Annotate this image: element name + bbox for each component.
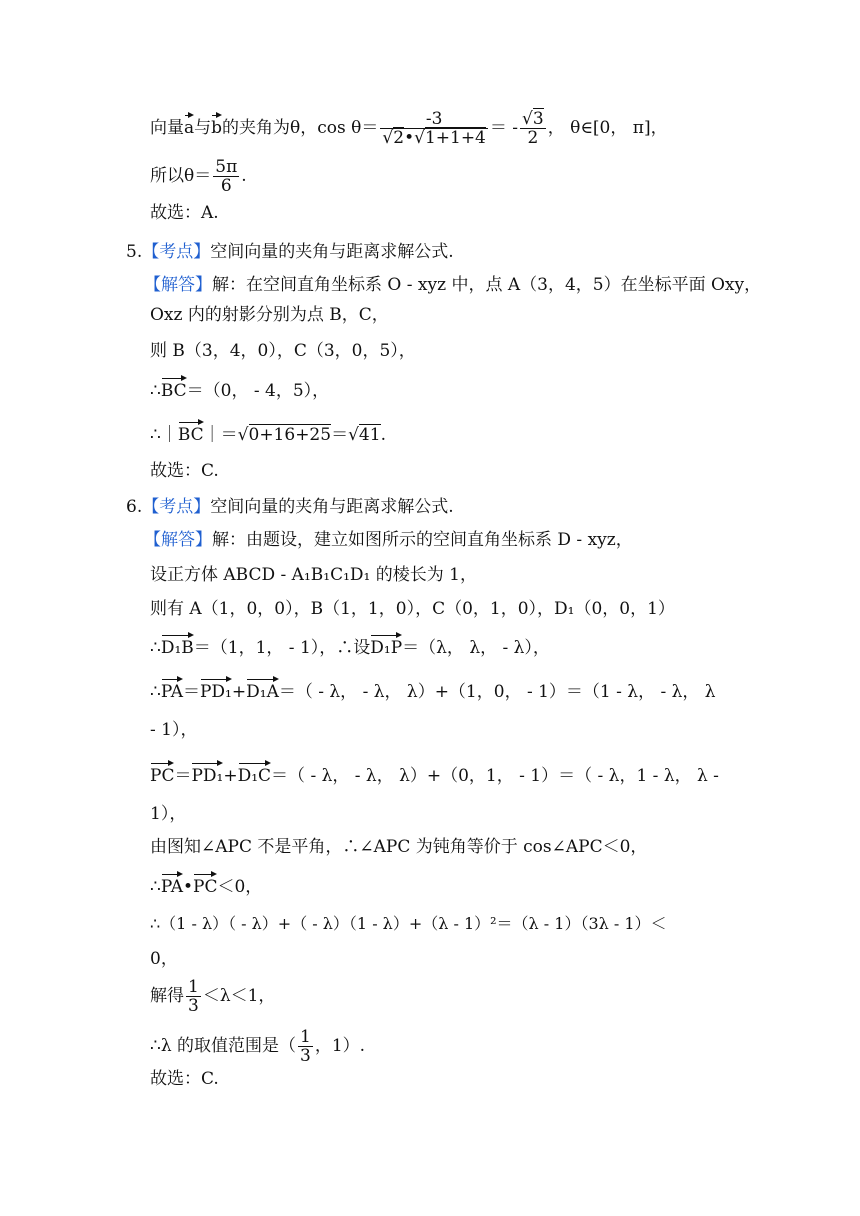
- text: ∴｜: [150, 425, 178, 445]
- radicand: 3: [532, 109, 544, 129]
- q6-expand-line-wrap: 0，: [150, 949, 178, 969]
- text: ＝: [182, 682, 200, 702]
- q5-bc-line: [150, 376, 329, 402]
- topic: 空间向量的夹角与距离求解公式.: [210, 242, 454, 262]
- text: 与: [194, 118, 212, 138]
- q6-range-line: [150, 1028, 365, 1065]
- dot-operator: •: [182, 877, 194, 897]
- text: +: [223, 766, 238, 786]
- q4-answer: 故选：A.: [150, 203, 219, 223]
- sqrt: [238, 424, 331, 446]
- topic: 空间向量的夹角与距离求解公式.: [210, 497, 454, 517]
- text: ＜λ＜1，: [202, 986, 276, 1006]
- text: ＜0，: [217, 877, 263, 897]
- q6-angle-line: 由图知∠APC 不是平角，∴∠APC 为钝角等价于 cos∠APC＜0，: [150, 837, 648, 857]
- text: ＝ -: [489, 118, 519, 138]
- vector-label: PA: [160, 877, 183, 897]
- sqrt: [348, 424, 380, 446]
- radicand: 41: [358, 425, 381, 445]
- vector-a-label: a: [184, 118, 195, 138]
- q6-answer: 故选：C.: [150, 1069, 219, 1089]
- vector-bc: [161, 376, 187, 400]
- q5-solution-line3: 则 B（3，4，0），C（3，0，5），: [150, 341, 416, 361]
- vector-pc: [193, 872, 217, 896]
- q6-solution-line1: [144, 529, 633, 551]
- q4-theta-line: [150, 158, 247, 195]
- q5-answer: 故选：C.: [150, 461, 219, 481]
- vector-label: PC: [193, 877, 218, 897]
- vector-d1a: [246, 677, 279, 701]
- vector-label: PC: [150, 766, 175, 786]
- vector-label: PA: [160, 682, 183, 702]
- sqrt: [522, 110, 544, 128]
- text: 解得: [150, 986, 184, 1006]
- therefore: ∴: [150, 877, 161, 897]
- q6-pc-line-wrap: 1），: [150, 804, 187, 824]
- cos-fraction: [380, 110, 487, 147]
- sqrt: [382, 129, 404, 147]
- vector-pc: [150, 761, 174, 785]
- vector-label: BC: [160, 381, 187, 401]
- sqrt3-over-2: [520, 110, 546, 147]
- text: 解：在空间直角坐标系 O - xyz 中，点 A（3，4，5）在坐标平面 Oxy，: [212, 275, 762, 295]
- jieda-tag: 【解答】: [144, 275, 212, 295]
- text: 向量: [150, 118, 184, 138]
- text: ＝（0， - 4，5），: [186, 381, 330, 401]
- vector-d1c: [238, 761, 271, 785]
- denominator: √ 2•√ 1+1+4: [380, 129, 487, 147]
- q6-solution-line2: 设正方体 ABCD - A₁B₁C₁D₁ 的棱长为 1，: [150, 565, 477, 585]
- therefore: ∴: [150, 682, 161, 702]
- radicand: 1+1+4: [424, 128, 486, 148]
- denominator: 3: [300, 1046, 311, 1066]
- sqrt: [414, 129, 486, 147]
- text: ∴λ 的取值范围是（: [150, 1036, 296, 1056]
- q6-solution-line3: 则有 A（1，0，0），B（1，1，0），C（0，1，0），D₁（0，0，1）: [150, 599, 675, 619]
- text: 所以θ＝: [150, 166, 212, 186]
- text: 解：由题设，建立如图所示的空间直角坐标系 D - xyz，: [212, 530, 633, 550]
- vector-label: PD₁: [199, 682, 232, 702]
- text: ， θ∈[0， π]，: [547, 118, 668, 138]
- vector-label: D₁B: [160, 638, 194, 658]
- vector-bc: [178, 420, 204, 444]
- text: ＝: [174, 766, 192, 786]
- q6-pa-line-wrap: - 1），: [150, 720, 198, 740]
- text: ＝（ - λ， - λ， λ）+（0，1， - 1）＝（ - λ，1 - λ， λ -: [271, 766, 719, 786]
- vector-d1b: [161, 633, 194, 657]
- text: ，1）.: [314, 1036, 366, 1056]
- vector-pa: [161, 677, 183, 701]
- vector-pd1: [200, 677, 232, 701]
- q6-pa-line: [150, 677, 716, 703]
- text: ｜＝: [203, 425, 238, 445]
- q6-dot-line: [150, 872, 262, 898]
- text: .: [241, 166, 247, 186]
- text: .: [380, 425, 386, 445]
- vector-b-label: b: [211, 118, 223, 138]
- radicand: 2: [393, 128, 405, 148]
- vector-d1p: [370, 633, 402, 657]
- text: ＝（λ， λ， - λ），: [402, 638, 550, 658]
- vector-a: [184, 113, 194, 137]
- question-number: 6.: [126, 497, 143, 517]
- numerator: [520, 110, 546, 129]
- numerator: 5π: [215, 157, 238, 177]
- kaodian-tag: 【考点】: [142, 497, 211, 517]
- one-third: [298, 1028, 313, 1065]
- numerator: 1: [188, 977, 199, 997]
- question-number: 5.: [126, 242, 143, 262]
- five-pi-over-six: [213, 158, 239, 195]
- q5-solution-line2: Oxz 内的射影分别为点 B，C，: [150, 305, 389, 325]
- text: ＝（ - λ， - λ， λ）+（1，0， - 1）＝（1 - λ， - λ， λ: [278, 682, 716, 702]
- vector-pa: [161, 872, 183, 896]
- vector-pd1: [191, 761, 223, 785]
- therefore: ∴: [150, 638, 161, 658]
- numerator: -3: [380, 110, 487, 129]
- q6-header: [126, 496, 454, 518]
- q5-abs-line: [150, 420, 386, 446]
- text: ＝: [331, 425, 349, 445]
- q6-d1b-line: [150, 633, 550, 659]
- denominator: 2: [527, 128, 539, 148]
- text: ＝（1，1， - 1），∴设: [193, 638, 371, 658]
- vector-b: [211, 113, 222, 137]
- vector-label: D₁P: [370, 638, 403, 658]
- q5-solution-line1: [144, 274, 761, 296]
- text: +: [231, 682, 247, 702]
- q5-header: [126, 241, 454, 263]
- denominator: 6: [220, 176, 232, 196]
- vector-label: D₁A: [246, 682, 279, 702]
- q6-expand-line: ∴（1 - λ）（ - λ）+（ - λ）（1 - λ）+（λ - 1）²＝（λ - 1）（3λ - 1）＜: [150, 914, 667, 933]
- vector-label: PD₁: [191, 766, 224, 786]
- jieda-tag: 【解答】: [144, 530, 212, 550]
- one-third: [186, 978, 201, 1015]
- therefore: ∴: [150, 381, 161, 401]
- text: 的夹角为θ，cos θ＝: [222, 118, 379, 138]
- kaodian-tag: 【考点】: [142, 242, 211, 262]
- numerator: 1: [300, 1027, 311, 1047]
- radicand: 0+16+25: [248, 425, 332, 445]
- q6-solve-line: [150, 978, 275, 1015]
- q4-angle-line: [150, 110, 668, 147]
- denominator: 3: [188, 996, 199, 1016]
- vector-label: D₁C: [237, 766, 272, 786]
- vector-label: BC: [177, 425, 204, 445]
- q6-pc-line: [150, 761, 719, 787]
